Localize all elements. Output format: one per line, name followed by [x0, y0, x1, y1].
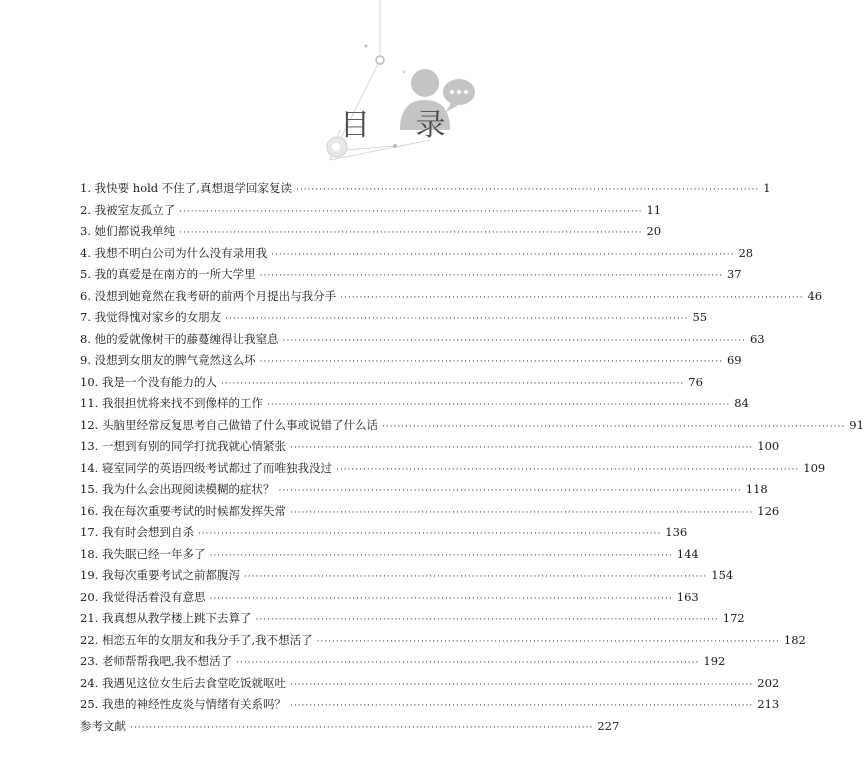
- dot-leader: ························································································································: [197, 529, 662, 539]
- toc-entry-page: 163: [676, 589, 699, 604]
- toc-entry-page: 28: [738, 245, 754, 260]
- toc-entry-page: 154: [711, 568, 734, 582]
- toc-entry[interactable]: [80, 350, 742, 372]
- toc-entry-page: 144: [676, 546, 699, 561]
- dot-leader: ························································································································: [236, 658, 700, 668]
- toc-entry-title: 13. 一想到有别的同学打扰我就心情紧张: [80, 439, 286, 453]
- toc-entry-page: 55: [692, 310, 708, 324]
- toc-entry-page: 227: [597, 718, 620, 733]
- dot-leader: ························································································································: [209, 550, 673, 561]
- toc-entry-title: 2. 我被室友孤立了: [80, 202, 176, 217]
- dot-leader: ························································································································: [225, 314, 689, 324]
- toc-entry-page: 118: [745, 482, 768, 496]
- toc-entry-page: 11: [646, 202, 662, 217]
- toc-entry[interactable]: [80, 415, 864, 437]
- toc-entry-page: 69: [726, 353, 742, 367]
- toc-entry-title: 10. 我是一个没有能力的人: [80, 374, 217, 389]
- toc-entry-page: 100: [757, 439, 780, 453]
- dot-leader: ························································································································: [381, 421, 846, 432]
- toc-entry[interactable]: [80, 565, 734, 587]
- dot-leader: ························································································································: [255, 615, 719, 625]
- toc-entry[interactable]: [80, 522, 688, 544]
- toc-entry-page: 76: [688, 374, 703, 389]
- dot-leader: ························································································································: [282, 335, 746, 346]
- toc-entry-title: 11. 我很担忧将来找不到像样的工作: [80, 396, 263, 410]
- toc-entry-title: 21. 我真想从教学楼上跳下去算了: [80, 611, 252, 625]
- toc-entry[interactable]: [80, 630, 806, 652]
- toc-entry-title: 1. 我快要 hold 不住了,真想退学回家复读: [80, 181, 292, 195]
- toc-entry[interactable]: [80, 716, 620, 738]
- toc-entry-title: 22. 相恋五年的女朋友和我分手了,我不想活了: [80, 632, 313, 647]
- dot-leader: ························································································································: [179, 228, 643, 238]
- toc-entry[interactable]: [80, 544, 699, 566]
- toc-entry[interactable]: [80, 307, 708, 329]
- dot-leader: ························································································································: [335, 464, 800, 475]
- toc-entry-title: 19. 我每次重要考试之前都腹泻: [80, 568, 240, 582]
- toc-entry-title: 8. 他的爱就像树干的藤蔓缠得让我窒息: [80, 331, 279, 346]
- toc-entry-page: 1: [763, 181, 771, 195]
- dot-leader: ························································································································: [266, 400, 731, 410]
- dot-leader: ························································································································: [316, 636, 780, 647]
- toc-entry-title: 17. 我有时会想到自杀: [80, 525, 194, 539]
- page-title: 目 录: [340, 108, 464, 143]
- toc-entry-page: 182: [783, 632, 806, 647]
- toc-entry-page: 202: [757, 675, 780, 690]
- toc-entry[interactable]: [80, 673, 780, 695]
- toc-entry[interactable]: [80, 436, 780, 458]
- dot-leader: ························································································································: [243, 572, 708, 582]
- toc-entry-title: 14. 寝室同学的英语四级考试都过了而唯独我没过: [80, 460, 332, 475]
- toc-entry-title: 20. 我觉得活着没有意思: [80, 589, 206, 604]
- dot-leader: ························································································································: [259, 357, 723, 367]
- toc-entry-page: 109: [803, 460, 826, 475]
- toc-entry[interactable]: [80, 479, 768, 501]
- dot-leader: ························································································································: [289, 701, 754, 711]
- toc-entry[interactable]: [80, 608, 745, 630]
- toc-entry[interactable]: [80, 501, 780, 523]
- toc-entry-page: 20: [646, 224, 662, 238]
- toc-entry-page: 91: [849, 417, 864, 432]
- toc-entry[interactable]: [80, 178, 771, 200]
- toc-entry-page: 126: [757, 503, 780, 518]
- toc-entry[interactable]: [80, 286, 823, 308]
- dot-leader: ························································································································: [289, 679, 754, 690]
- toc-entry[interactable]: [80, 221, 662, 243]
- dot-leader: ························································································································: [271, 249, 735, 260]
- toc-entry-title: 9. 没想到女朋友的脾气竟然这么坏: [80, 353, 256, 367]
- dot-leader: ························································································································: [259, 271, 723, 281]
- dot-leader: ························································································································: [289, 507, 754, 518]
- toc-entry-title: 25. 我患的神经性皮炎与情绪有关系吗？: [80, 697, 286, 711]
- toc-entry-page: 84: [734, 396, 749, 410]
- toc-entry[interactable]: [80, 587, 699, 609]
- toc-entry[interactable]: [80, 329, 765, 351]
- toc-entry-title: 3. 她们都说我单纯: [80, 224, 176, 238]
- toc-entry[interactable]: [80, 243, 754, 265]
- toc-entry-page: 172: [722, 611, 745, 625]
- toc-entry-page: 192: [703, 654, 726, 668]
- dot-leader: ························································································································: [295, 185, 760, 195]
- toc-entry-title: 15. 我为什么会出现阅读模糊的症状？: [80, 482, 275, 496]
- toc-entry[interactable]: [80, 393, 749, 415]
- toc-entry-title: 6. 没想到她竟然在我考研的前两个月提出与我分手: [80, 288, 337, 303]
- toc-entry-title: 18. 我失眠已经一年多了: [80, 546, 206, 561]
- dot-leader: ························································································································: [289, 443, 754, 453]
- dot-leader: ························································································································: [220, 378, 685, 389]
- dot-leader: ························································································································: [130, 722, 594, 733]
- toc-entry-title: 23. 老师帮帮我吧,我不想活了: [80, 654, 233, 668]
- toc-entry-title: 12. 头脑里经常反复思考自己做错了什么事或说错了什么话: [80, 417, 378, 432]
- toc-entry-title: 4. 我想不明白公司为什么没有录用我: [80, 245, 268, 260]
- dot-leader: ························································································································: [340, 292, 804, 303]
- dot-leader: ························································································································: [179, 206, 643, 217]
- toc-entry[interactable]: [80, 458, 826, 480]
- toc-entry-page: 37: [726, 267, 742, 281]
- toc-entry-page: 136: [665, 525, 688, 539]
- toc-entry-title: 7. 我觉得愧对家乡的女朋友: [80, 310, 222, 324]
- toc-entry[interactable]: [80, 200, 662, 222]
- toc-entry-title: 16. 我在每次重要考试的时候都发挥失常: [80, 503, 286, 518]
- toc-entry[interactable]: [80, 372, 703, 394]
- toc-entry-title: 5. 我的真爱是在南方的一所大学里: [80, 267, 256, 281]
- toc-entry[interactable]: [80, 694, 780, 716]
- toc-entry-page: 213: [757, 697, 780, 711]
- toc-entry-title: 24. 我遇见这位女生后去食堂吃饭就呕吐: [80, 675, 286, 690]
- toc-entry-title: 参考文献: [80, 718, 126, 733]
- dot-leader: ························································································································: [209, 593, 673, 604]
- toc-entry[interactable]: [80, 264, 742, 286]
- table-of-contents: [80, 178, 864, 737]
- toc-entry-page: 46: [807, 288, 823, 303]
- toc-entry-page: 63: [749, 331, 765, 346]
- toc-entry[interactable]: [80, 651, 726, 673]
- dot-leader: ························································································································: [278, 486, 742, 496]
